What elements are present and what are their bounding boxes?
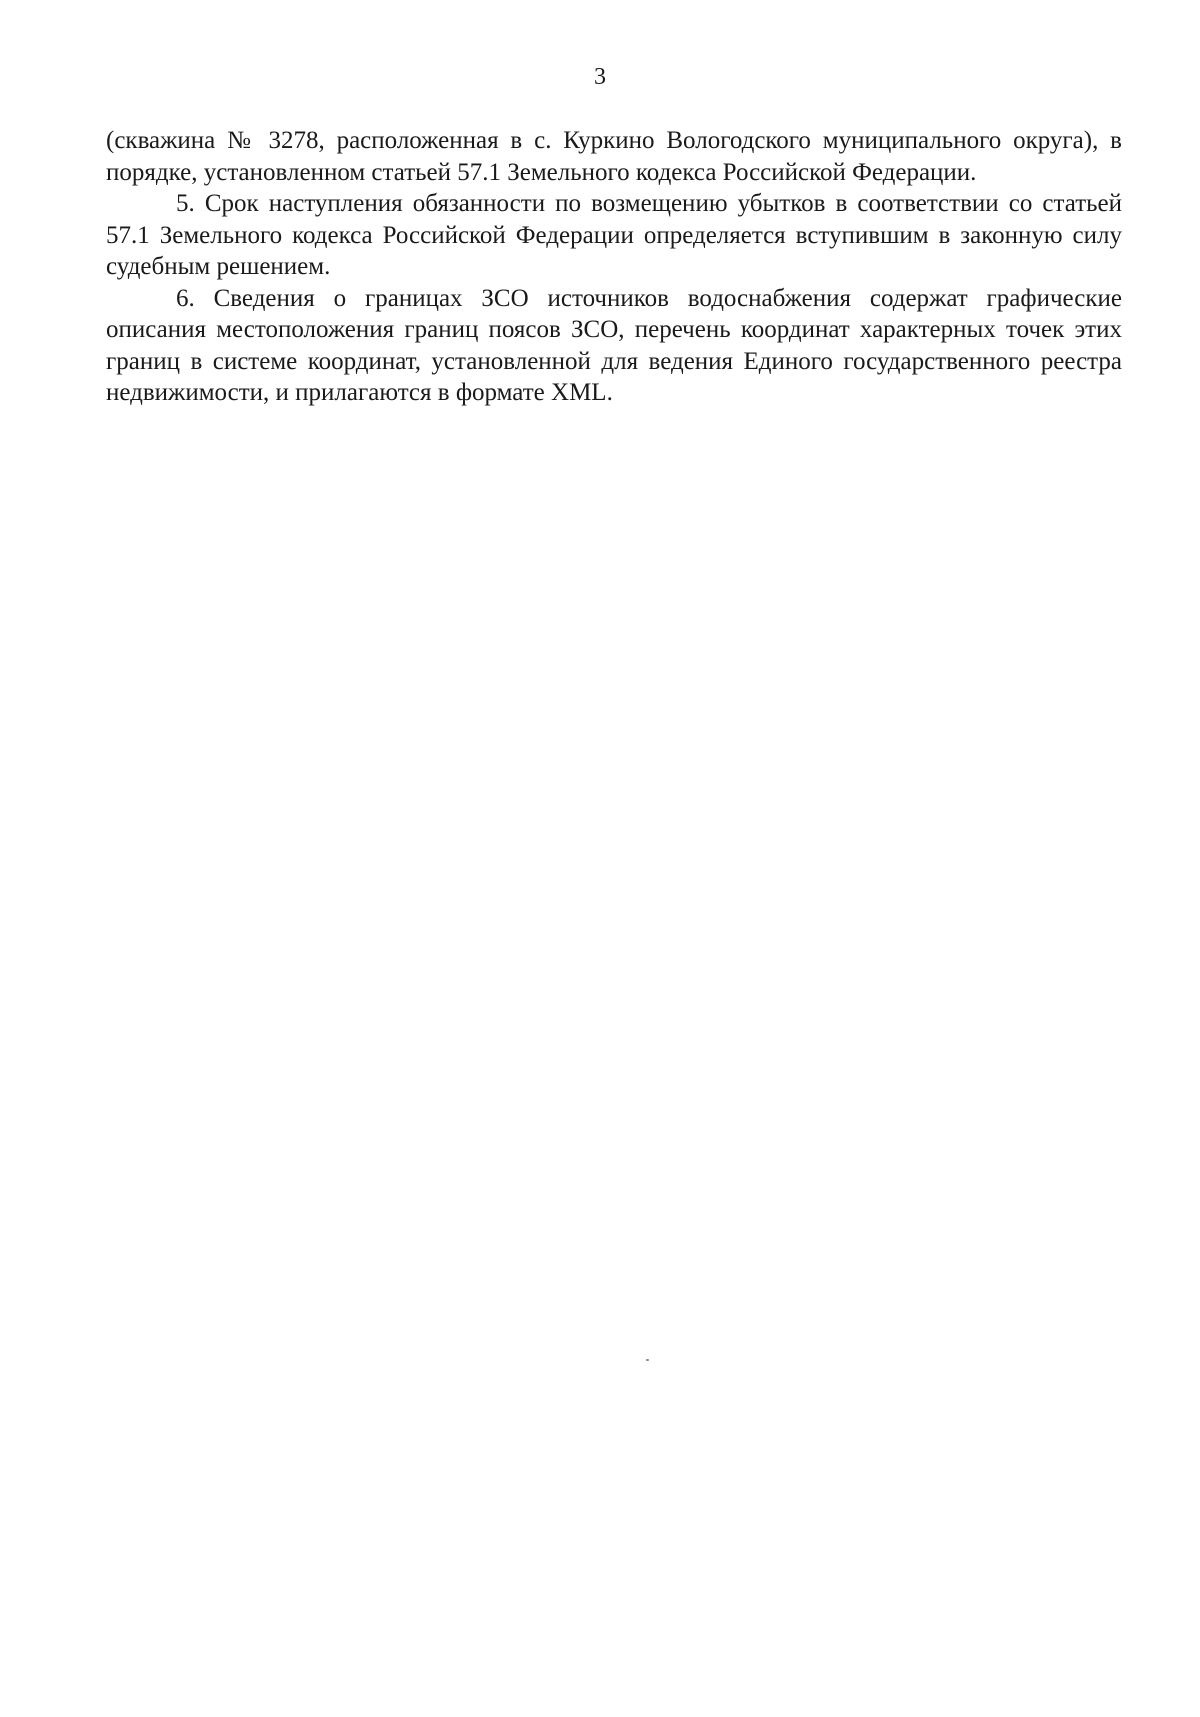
paragraph-item-6: 6. Сведения о границах ЗСО источников водоснабжения содержат графические описания местоположения границ поясов ЗСО, перечень координат характерных точек этих границ в системе координат, установленной для ведения Единого государственного реестра недвижимости, и прилагаются в формате XML. bbox=[106, 284, 1122, 406]
scan-speck bbox=[646, 1359, 649, 1361]
paragraph-item-5: 5. Срок наступления обязанности по возмещению убытков в соответствии со статьей 57.1 Земельного кодекса Российской Федерации определяется вступившим в законную силу судебным решением. bbox=[106, 190, 1122, 280]
paragraph-continuation: (скважина № 3278, расположенная в с. Куркино Вологодского муниципального округа), в порядке, установленном статьей 57.1 Земельного кодекса Российской Федерации. bbox=[106, 127, 1122, 186]
document-body bbox=[106, 125, 1122, 409]
page-number: 3 bbox=[594, 64, 606, 90]
